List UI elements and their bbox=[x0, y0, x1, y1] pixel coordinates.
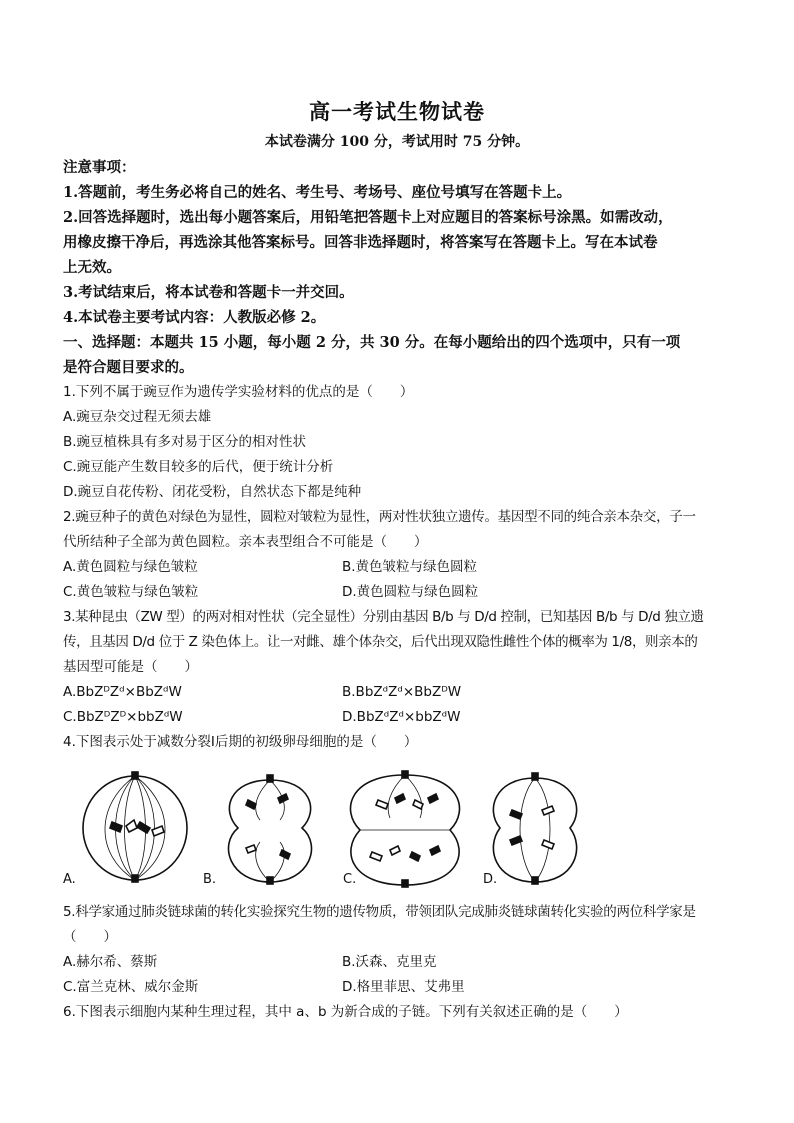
question-1-stem: 1.下列不属于豌豆作为遗传学实验材料的优点的是（ ） bbox=[63, 384, 414, 400]
question-2-option-d: D.黄色圆粒与绿色圆粒 bbox=[342, 584, 479, 600]
question-1-option-d: D.豌豆自花传粉、闭花受粉，自然状态下都是纯种 bbox=[63, 484, 362, 500]
question-3 bbox=[63, 605, 735, 680]
cell-division-figures bbox=[60, 770, 580, 890]
notes-item-3: 3.考试结束后，将本试卷和答题卡一并交回。 bbox=[63, 284, 354, 301]
figure-label-d: D. bbox=[483, 872, 498, 887]
question-3-option-c: C.BbZᴰZᴰ×bbZᵈW bbox=[63, 709, 183, 725]
question-3-option-d: D.BbZᵈZᵈ×bbZᵈW bbox=[342, 709, 461, 725]
notes-item-1: 1.答题前，考生务必将自己的姓名、考生号、考场号、座位号填写在答题卡上。 bbox=[63, 184, 572, 201]
question-2-stem-line-1: 2.豌豆种子的黄色对绿色为显性，圆粒对皱粒为显性，两对性状独立遗传。基因型不同的纯合亲本杂交，子一 bbox=[63, 509, 696, 525]
question-3-option-b: B.BbZᵈZᵈ×BbZᴰW bbox=[342, 684, 462, 700]
question-1-option-b: B.豌豆植株具有多对易于区分的相对性状 bbox=[63, 434, 307, 450]
page-subtitle: 本试卷满分 100 分，考试用时 75 分钟。 bbox=[264, 134, 530, 150]
question-1-option-c: C.豌豆能产生数目较多的后代，便于统计分析 bbox=[63, 459, 334, 475]
question-1-option-a: A.豌豆杂交过程无须去雄 bbox=[63, 409, 212, 425]
question-4-stem: 4.下图表示处于减数分裂Ⅰ后期的初级卵母细胞的是（ ） bbox=[63, 734, 418, 750]
question-2-option-c: C.黄色皱粒与绿色皱粒 bbox=[63, 584, 199, 600]
cell-d-figure bbox=[493, 773, 576, 884]
question-2-option-b: B.黄色皱粒与绿色圆粒 bbox=[342, 559, 478, 575]
question-3-stem-line-1: 3.某种昆虫（ZW 型）的两对相对性状（完全显性）分别由基因 B/b 与 D/d 控制，已知基因 B/b 与 D/d 独立遗 bbox=[63, 609, 704, 625]
notes-item-4: 4.本试卷主要考试内容：人教版必修 2。 bbox=[63, 309, 326, 326]
question-3-stem-line-3: 基因型可能是（ ） bbox=[63, 659, 198, 675]
cell-b-figure bbox=[228, 775, 311, 884]
question-1 bbox=[63, 380, 735, 505]
notes-section bbox=[63, 155, 735, 380]
page-title: 高一考试生物试卷 bbox=[309, 99, 485, 124]
question-5-stem-line-1: 5.科学家通过肺炎链球菌的转化实验探究生物的遗传物质，带领团队完成肺炎链球菌转化实验的两位科学家是 bbox=[63, 904, 696, 920]
question-3-stem-line-2: 传，且基因 D/d 位于 Z 染色体上。让一对雌、雄个体杂交，后代出现双隐性雌性个体的概率为 1/8，则亲本的 bbox=[63, 634, 698, 650]
figure-label-c: C. bbox=[343, 872, 357, 887]
cell-a-figure bbox=[83, 772, 187, 882]
question-2-option-a: A.黄色圆粒与绿色皱粒 bbox=[63, 559, 198, 575]
question-5-option-d: D.格里菲思、艾弗里 bbox=[342, 979, 465, 995]
question-5-option-c: C.富兰克林、威尔金斯 bbox=[63, 979, 199, 995]
notes-heading: 注意事项： bbox=[63, 159, 136, 176]
question-3-option-a: A.BbZᴰZᵈ×BbZᵈW bbox=[63, 684, 182, 700]
question-5 bbox=[63, 900, 735, 950]
question-2-stem-line-2: 代所结种子全部为黄色圆粒。亲本表型组合不可能是（ ） bbox=[63, 534, 428, 550]
figure-label-a: A. bbox=[63, 872, 76, 887]
notes-item-2-line-3: 上无效。 bbox=[63, 259, 121, 276]
cell-c-figure bbox=[350, 771, 459, 887]
notes-item-2-line-2: 用橡皮擦干净后，再选涂其他答案标号。回答非选择题时，将答案写在答题卡上。写在本试卷 bbox=[63, 234, 658, 251]
question-6-stem: 6.下图表示细胞内某种生理过程，其中 a、b 为新合成的子链。下列有关叙述正确的是（ ） bbox=[63, 1004, 628, 1020]
question-2 bbox=[63, 505, 735, 555]
figure-label-b: B. bbox=[203, 872, 217, 887]
section-1-heading-line-2: 是符合题目要求的。 bbox=[63, 359, 194, 376]
notes-item-2-line-1: 2.回答选择题时，选出每小题答案后，用铅笔把答题卡上对应题目的答案标号涂黑。如需改动， bbox=[63, 209, 673, 226]
question-5-stem-line-2: （ ） bbox=[63, 929, 117, 945]
question-5-option-a: A.赫尔希、蔡斯 bbox=[63, 954, 158, 970]
section-1-heading-line-1: 一、选择题：本题共 15 小题，每小题 2 分，共 30 分。在每小题给出的四个选项中，只有一项 bbox=[63, 334, 681, 351]
question-5-option-b: B.沃森、克里克 bbox=[342, 954, 437, 970]
